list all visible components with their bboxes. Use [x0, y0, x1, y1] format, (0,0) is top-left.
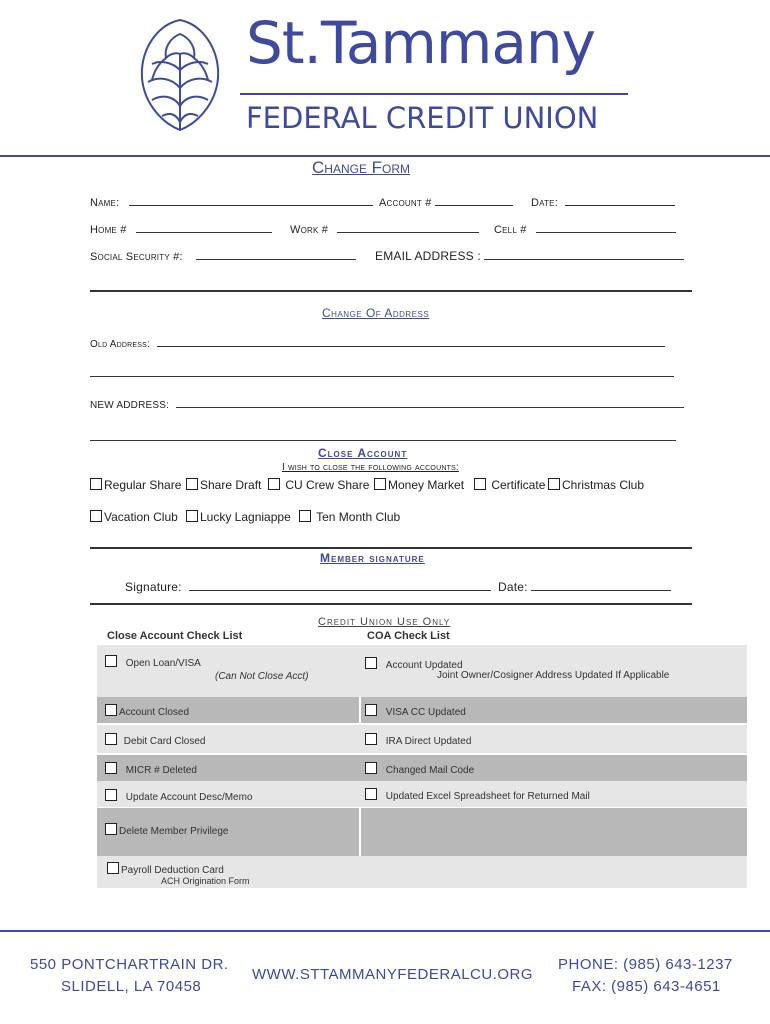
- footer-address-line2: SLIDELL, LA 70458: [61, 978, 202, 995]
- payroll-deduction-note: ACH Origination Form: [161, 876, 250, 886]
- footer-fax: FAX: (985) 643-4651: [572, 978, 721, 995]
- checkbox[interactable]: [365, 762, 377, 774]
- new-address-field[interactable]: [90, 397, 684, 411]
- debit-card-closed-item[interactable]: Debit Card Closed: [105, 733, 206, 761]
- signature-date-label: Date:: [498, 580, 528, 594]
- payroll-deduction-item[interactable]: Payroll Deduction Card: [107, 862, 224, 894]
- work-phone-field[interactable]: [290, 222, 479, 236]
- account-field[interactable]: [379, 195, 513, 209]
- checkbox[interactable]: [105, 789, 117, 801]
- coa-checklist-header: COA Check List: [367, 630, 450, 642]
- cell-label: Cell #: [494, 224, 527, 236]
- checkbox[interactable]: [365, 788, 377, 800]
- old-address-line-2[interactable]: [90, 376, 674, 377]
- account-cu-crew-share[interactable]: CU Crew Share: [268, 478, 369, 492]
- new-address-line-2[interactable]: [90, 440, 676, 441]
- logo-pinecone-icon: [130, 14, 230, 134]
- close-account-subtitle: I wish to close the following accounts:: [282, 462, 459, 473]
- account-ten-month-club[interactable]: Ten Month Club: [299, 510, 400, 524]
- signature-date-field[interactable]: [498, 580, 671, 594]
- checkbox[interactable]: [90, 510, 102, 522]
- footer-address-line1: 550 PONTCHARTRAIN DR.: [30, 956, 229, 973]
- checkbox[interactable]: [548, 478, 560, 490]
- header-rule: [0, 155, 770, 157]
- ssn-label: Social Security #:: [90, 251, 183, 263]
- home-label: Home #: [90, 224, 127, 236]
- account-updated-item[interactable]: Account Updated: [365, 657, 463, 709]
- checkbox[interactable]: [186, 478, 198, 490]
- change-address-title: Change Of Address: [322, 306, 430, 320]
- brand-subtitle: FEDERAL CREDIT UNION: [246, 101, 599, 135]
- name-label: Name:: [90, 197, 120, 209]
- account-christmas-club[interactable]: Christmas Club: [548, 478, 644, 492]
- checklist-row-4: [97, 755, 747, 781]
- section-divider-1: [90, 290, 692, 292]
- home-phone-field[interactable]: [90, 222, 272, 236]
- account-lucky-lagniappe[interactable]: Lucky Lagniappe: [186, 510, 291, 524]
- open-loan-note: (Can Not Close Acct): [215, 671, 309, 682]
- delete-member-privilege-item[interactable]: Delete Member Privilege: [105, 823, 229, 871]
- brand-name: St.Tammany: [246, 9, 595, 77]
- form-title: Change Form: [312, 158, 411, 177]
- checklist-row-2: [97, 697, 747, 723]
- account-closed-item[interactable]: Account Closed: [105, 704, 189, 730]
- signature-label: Signature:: [125, 580, 182, 594]
- checklist-row-3: [97, 725, 747, 753]
- account-regular-share[interactable]: Regular Share: [90, 478, 181, 492]
- checklist-row-5: [97, 781, 747, 807]
- account-updated-note: Joint Owner/Cosigner Address Updated If Applicable: [437, 670, 670, 681]
- checkbox[interactable]: [299, 510, 311, 522]
- date-field[interactable]: [531, 195, 675, 209]
- checklist-row-7: [97, 856, 747, 888]
- open-loan-item[interactable]: Open Loan/VISA: [105, 655, 201, 707]
- account-vacation-club[interactable]: Vacation Club: [90, 510, 178, 524]
- signature-title: Member signature: [320, 551, 425, 565]
- updated-excel-spreadsheet-item[interactable]: Updated Excel Spreadsheet for Returned Mail: [365, 788, 590, 814]
- checkbox[interactable]: [105, 823, 117, 835]
- account-label: Account #: [379, 197, 432, 209]
- old-address-field[interactable]: [90, 336, 665, 350]
- micr-deleted-item[interactable]: MICR # Deleted: [105, 762, 197, 788]
- checkbox[interactable]: [105, 762, 117, 774]
- checkbox[interactable]: [186, 510, 198, 522]
- checkbox[interactable]: [107, 862, 119, 874]
- new-address-label: NEW ADDRESS:: [90, 400, 170, 411]
- account-share-draft[interactable]: Share Draft: [186, 478, 261, 492]
- checkbox[interactable]: [105, 704, 117, 716]
- email-label: EMAIL ADDRESS :: [375, 249, 481, 263]
- email-field[interactable]: [375, 249, 684, 263]
- checkbox[interactable]: [105, 655, 117, 667]
- checklist-row-6: [97, 808, 747, 856]
- checkbox[interactable]: [365, 733, 377, 745]
- footer-website[interactable]: WWW.STTAMMANYFEDERALCU.ORG: [252, 966, 534, 983]
- checkbox[interactable]: [474, 478, 486, 490]
- old-address-label: Old Address:: [90, 339, 150, 350]
- footer-phone: PHONE: (985) 643-1237: [558, 956, 733, 973]
- section-divider-3: [90, 603, 692, 605]
- cell-phone-field[interactable]: [494, 222, 676, 236]
- footer-rule: [0, 930, 770, 932]
- account-money-market[interactable]: Money Market: [374, 478, 464, 492]
- checkbox[interactable]: [90, 478, 102, 490]
- checkbox[interactable]: [365, 704, 377, 716]
- ira-direct-updated-item[interactable]: IRA Direct Updated: [365, 733, 471, 761]
- ssn-field[interactable]: [90, 249, 356, 263]
- checkbox[interactable]: [374, 478, 386, 490]
- section-divider-2: [90, 547, 692, 549]
- signature-field[interactable]: [125, 580, 491, 594]
- checkbox[interactable]: [365, 657, 377, 669]
- visa-cc-updated-item[interactable]: VISA CC Updated: [365, 704, 466, 730]
- checklist-row-1: [97, 645, 747, 697]
- close-account-title: Close Account: [318, 446, 408, 460]
- brand-divider: [240, 93, 628, 95]
- update-account-desc-item[interactable]: Update Account Desc/Memo: [105, 789, 253, 815]
- checkbox[interactable]: [105, 733, 117, 745]
- checkbox[interactable]: [268, 478, 280, 490]
- account-certificate[interactable]: Certificate: [474, 478, 545, 492]
- changed-mail-code-item[interactable]: Changed Mail Code: [365, 762, 474, 788]
- close-checklist-header: Close Account Check List: [107, 630, 243, 642]
- date-label: Date:: [531, 197, 558, 209]
- office-use-title: Credit Union Use Only: [318, 616, 451, 628]
- work-label: Work #: [290, 224, 329, 236]
- name-field[interactable]: [90, 195, 373, 209]
